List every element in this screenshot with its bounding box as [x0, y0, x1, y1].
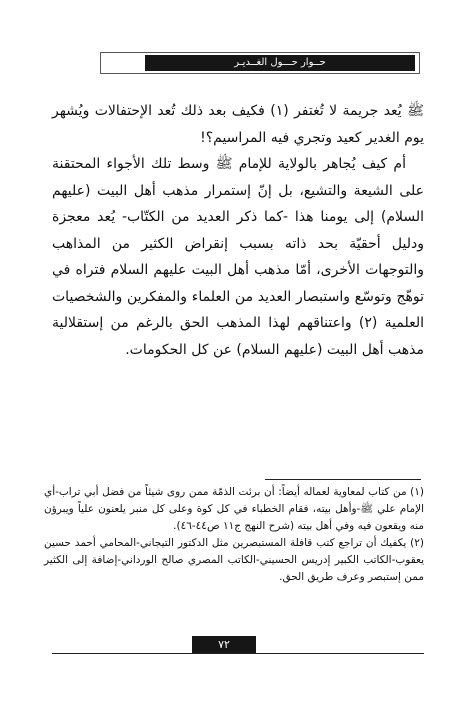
footnote-separator: [265, 479, 421, 480]
footnote: (١) من كتاب لمعاوية لعماله أيضاً: أن برئت الذمّة ممن روى شيئاً من فضل أبي تراب-أي الإمام علي ﷺ-وأهل بيته، فقام الخطباء في كل كوة وعلى كل منبر يلعنون علياً ويبرؤن منه ويقعون فيه وفي أهل بيته (شرح النهج ج١١ ص٤٤-٤٦).: [44, 486, 424, 532]
footnotes: [44, 484, 424, 586]
footnote: (٢) يكفيك أن تراجع كتب قافلة المستبصرين مثل الدكتور التيجاني-المحامي أحمد حسين يعقوب-الكاتب الكبير إدريس الحسيني-الكاتب المصري صالح الورداني-إضافة إلى الكثير ممن إستبصر وعرف طريق الحق.: [44, 537, 424, 583]
running-header-title: حــوار حـــول الغــديـر: [145, 55, 415, 71]
running-header: [100, 52, 420, 74]
main-text: [52, 98, 424, 363]
bottom-rule: [52, 653, 424, 654]
paragraph: ﷺ يُعد جريمة لا تُغتفر (١) فكيف بعد ذلك تُعد الإحتفالات ويُشهر يوم الغدير كعيد وتجري فيه المراسيم؟!: [52, 103, 424, 146]
paragraph: أم كيف يُجاهر بالولاية للإمام ﷺ وسط تلك الأجواء المحتقنة على الشيعة والتشيع، بل إنّ إستمرار مذهب أهل البيت (عليهم السلام) إلى يومنا هذا -كما ذكر العديد من الكتّاب- يُعد معجزة ودليل أحقيّة بحد ذاته بسبب إنقراض الكثير من المذاهب والتوجهات الأخرى، أمّا مذهب أهل البيت عليهم السلام فتراه في توهّج وتوسّع واستبصار العديد من العلماء والمفكرين والشخصيات العلمية (٢) واعتناقهم لهذا المذهب الحق بالرغم من إستقلالية مذهب أهل البيت (عليهم السلام) عن كل الحكومات.: [52, 156, 424, 358]
page-number: ٧٢: [192, 636, 256, 653]
